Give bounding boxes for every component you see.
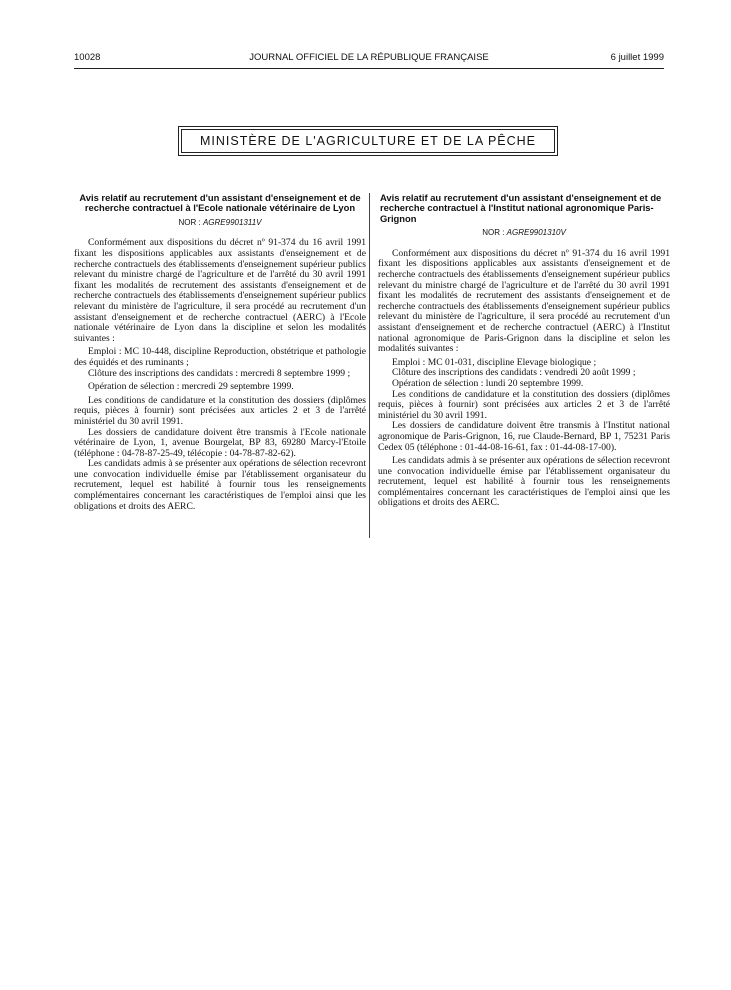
article-title: Avis relatif au recrutement d'un assistant d'enseignement et de recherche contractuel à l'Ecole nationale vétérinaire de Lyon [79, 192, 361, 214]
ministry-title: MINISTÈRE DE L'AGRICULTURE ET DE LA PÊCHE [181, 129, 555, 153]
nor-reference [378, 228, 670, 239]
page-number: 10028 [74, 52, 101, 63]
article-paragraph: Emploi : MC 01-031, discipline Elevage biologique ; [392, 356, 597, 368]
article-paragraph: Les dossiers de candidature doivent être transmis à l'Institut national agronomique de Paris-Grignon, 16, rue Claude-Bernard, BP 1, 75231 Paris Cedex 05 (téléphone : 01-44-08-16-61, fax : 01-44-08-17-00). [378, 420, 670, 453]
article-paragraph: Emploi : MC 10-448, discipline Reproduction, obstétrique et pathologie des équidés et des ruminants ; [74, 346, 366, 368]
article-paragraph: Conformément aux dispositions du décret nº 91-374 du 16 avril 1991 fixant les dispositions applicables aux assistants d'enseignement et de recherche contractuels des établissements d'enseignement supérieur publics relevant du ministre chargé de l'agriculture et de l'arrêté du 30 avril 1991 fixant les modalités de recrutement des assistants d'enseignement et de recherche contractuels des établissements d'enseignement supérieur publics relevant du ministère de l'agriculture, il sera procédé au recrutement d'un assistant d'enseignement et de recherche contractuel (AERC) à l'Ecole nationale vétérinaire de Lyon dans la discipline et selon les modalités suivantes : [74, 237, 366, 344]
journal-title: JOURNAL OFFICIEL DE LA RÉPUBLIQUE FRANÇAISE [249, 52, 489, 63]
header-rule [74, 68, 664, 69]
article-paragraph: Clôture des inscriptions des candidats : mercredi 8 septembre 1999 ; [88, 367, 351, 379]
nor-label: NOR : [482, 228, 505, 238]
article-paragraph: Les conditions de candidature et la constitution des dossiers (diplômes requis, pièces à fournir) sont précisées aux articles 2 et 3 de l'arrêté ministériel du 30 avril 1991. [74, 394, 366, 427]
article-paragraph: Opération de sélection : mercredi 29 septembre 1999. [88, 381, 294, 393]
article-paragraph: Les candidats admis à se présenter aux opérations de sélection recevront une convocation individuelle émise par l'établissement organisateur du recrutement, lequel est habilité à fournir tous les renseignements complémentaires concernant les caractéristiques de l'emploi ainsi que les obligations et droits des AERC. [378, 455, 670, 509]
nor-label: NOR : [178, 217, 201, 227]
publication-date: 6 juillet 1999 [610, 52, 664, 63]
nor-code: AGRE9901310V [506, 228, 566, 238]
article-paragraph: Clôture des inscriptions des candidats : vendredi 20 août 1999 ; [392, 367, 636, 379]
article-paragraph: Les conditions de candidature et la constitution des dossiers (diplômes requis, pièces à fournir) sont précisées aux articles 2 et 3 de l'arrêté ministériel du 30 avril 1991. [378, 388, 670, 421]
article-paragraph: Les candidats admis à se présenter aux opérations de sélection recevront une convocation individuelle émise par l'établissement organisateur du recrutement, lequel est habilité à fournir tous les renseignements complémentaires concernant les caractéristiques de l'emploi ainsi que les obligations et droits des AERC. [74, 458, 366, 512]
page-header [74, 52, 664, 66]
column-divider [369, 193, 370, 538]
article-title: Avis relatif au recrutement d'un assistant d'enseignement et de recherche contractuel à l'Institut national agronomique Paris-Grignon [380, 192, 662, 224]
article-paragraph: Les dossiers de candidature doivent être transmis à l'Ecole nationale vétérinaire de Lyon, 1, avenue Bourgelat, BP 83, 69280 Marcy-l'Etoile (téléphone : 04-78-87-25-49, télécopie : 04-78-87-82-62). [74, 426, 366, 459]
ministry-box [178, 126, 558, 156]
article-paragraph: Opération de sélection : lundi 20 septembre 1999. [392, 377, 584, 389]
nor-reference [74, 218, 366, 229]
nor-code: AGRE9901311V [202, 217, 262, 227]
article-left [74, 193, 366, 512]
article-right [378, 193, 670, 509]
article-paragraph: Conformément aux dispositions du décret nº 91-374 du 16 avril 1991 fixant les dispositions applicables aux assistants d'enseignement et de recherche contractuels des établissements d'enseignement supérieur publics relevant du ministre chargé de l'agriculture et de l'arrêté du 30 avril 1991 fixant les modalités de recrutement des assistants d'enseignement et de recherche contractuels des établissements d'enseignement supérieur publics relevant du ministère de l'agriculture, il sera procédé au recrutement d'un assistant d'enseignement et de recherche contractuel (AERC) à l'Institut national agronomique de Paris-Grignon dans la discipline et selon les modalités suivantes : [378, 247, 670, 355]
